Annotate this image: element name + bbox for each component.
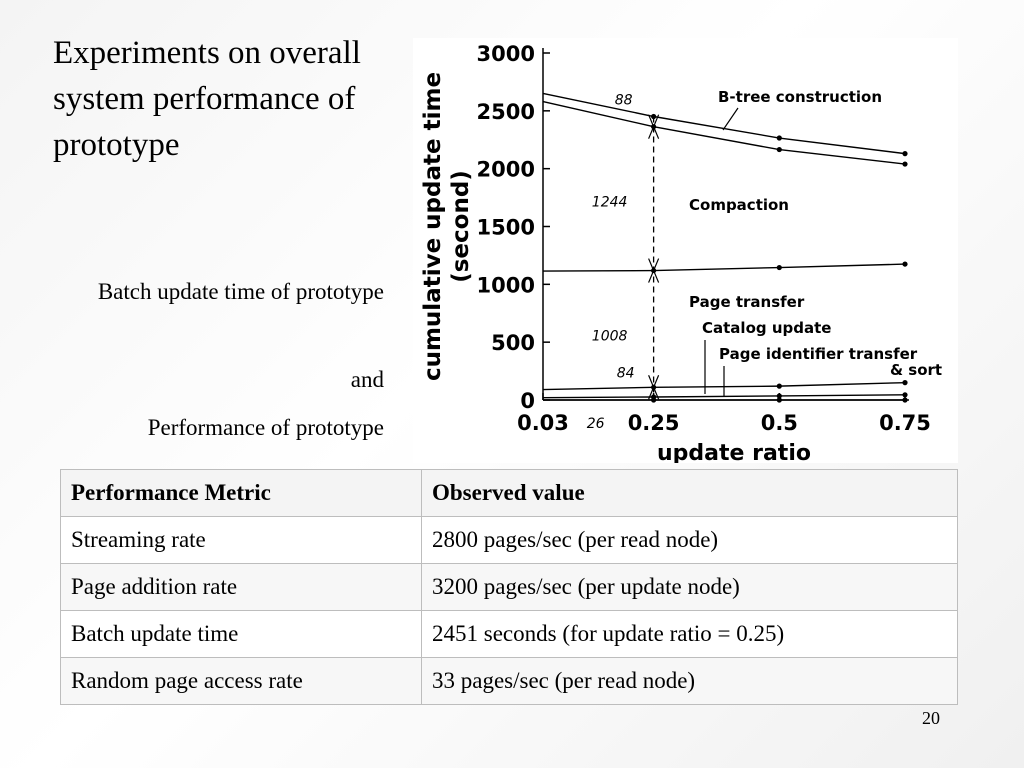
metric-cell: Streaming rate [61, 517, 422, 564]
label-pid-1: Page identifier transfer [719, 345, 918, 363]
label-pid-2: & sort [890, 361, 943, 379]
series-line-1 [543, 102, 905, 164]
table-row [61, 658, 958, 705]
y-tick-label: 3000 [476, 42, 535, 66]
x-tick-label: 0.25 [627, 411, 680, 435]
update-time-chart [413, 38, 958, 463]
y-tick-label: 0 [520, 389, 535, 413]
label-catalog: Catalog update [702, 319, 832, 337]
label-compaction: Compaction [689, 196, 789, 214]
label-btree: B-tree construction [718, 88, 883, 106]
y-tick-label: 2000 [476, 157, 535, 182]
table-row [61, 517, 958, 564]
header-value: Observed value [422, 470, 958, 517]
y-axis-label-unit: (second) [448, 170, 474, 283]
x-tick-label: 0.03 [517, 411, 569, 435]
caption-line-3: Performance of prototype [147, 415, 384, 440]
caption-line-2: and [350, 367, 384, 392]
series-line-2 [543, 264, 905, 271]
table-row [61, 611, 958, 658]
data-point [777, 147, 782, 152]
metric-cell: Random page access rate [61, 658, 422, 705]
x-axis-label: update ratio [657, 441, 811, 463]
annotation-label: 26 [586, 416, 605, 432]
data-point [777, 397, 782, 402]
x-tick-label: 0.75 [879, 411, 931, 435]
y-tick-label: 500 [491, 331, 535, 356]
annotation-label: 88 [614, 92, 633, 109]
metric-cell: Page addition rate [61, 564, 422, 611]
data-point [902, 392, 907, 397]
annotation-label: 1244 [591, 194, 628, 211]
data-point [777, 265, 782, 270]
value-cell: 33 pages/sec (per read node) [422, 658, 958, 705]
chart-svg [413, 38, 958, 463]
metric-cell: Batch update time [61, 611, 422, 658]
data-point [902, 397, 907, 402]
data-point [777, 384, 782, 389]
y-tick-label: 1500 [476, 215, 535, 240]
slide-title: Experiments on overall system performance of prototype [53, 35, 361, 163]
page-number: 20 [922, 708, 940, 728]
header-metric: Performance Metric [61, 470, 422, 517]
x-tick-label: 0.5 [760, 411, 798, 435]
performance-table [60, 469, 958, 705]
table-header-row [61, 470, 958, 517]
value-cell: 2800 pages/sec (per read node) [422, 517, 958, 564]
data-point [902, 380, 907, 385]
y-axis-label: cumulative update time [420, 71, 446, 382]
data-point [777, 135, 782, 140]
table-row [61, 564, 958, 611]
y-tick-label: 1000 [476, 273, 535, 298]
label-page-transfer: Page transfer [689, 293, 805, 311]
data-point [902, 151, 907, 156]
annotation-label: 84 [616, 365, 635, 382]
data-point [902, 161, 907, 166]
value-cell: 2451 seconds (for update ratio = 0.25) [422, 611, 958, 658]
value-cell: 3200 pages/sec (per update node) [422, 564, 958, 611]
caption-line-1: Batch update time of prototype [97, 279, 384, 304]
data-point [902, 261, 907, 266]
label-btree-pointer [723, 108, 738, 130]
annotation-label: 1008 [591, 328, 628, 345]
y-tick-label: 2500 [476, 99, 535, 124]
